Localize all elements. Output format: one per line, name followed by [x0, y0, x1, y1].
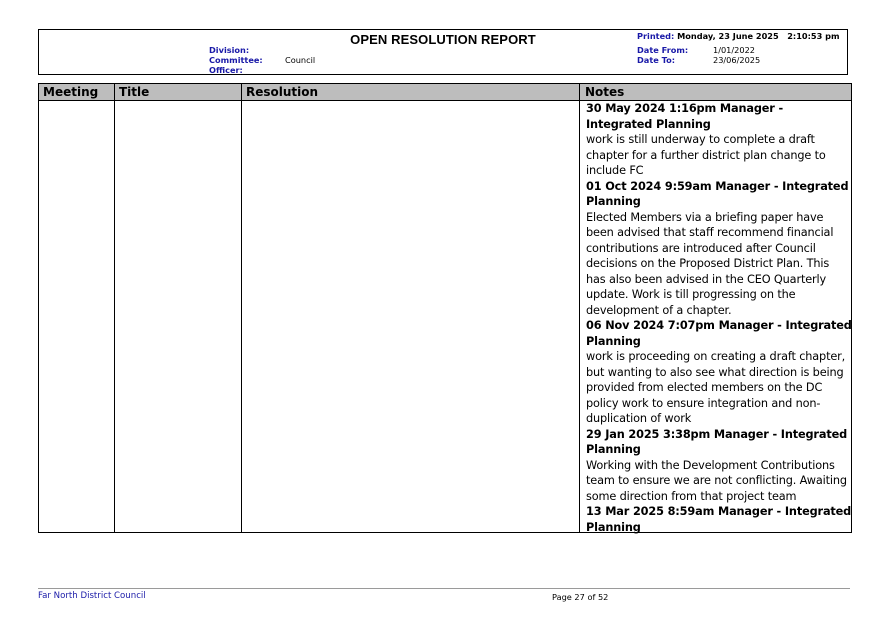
footer-page-number: Page 27 of 52: [552, 592, 609, 602]
note-heading: 29 Jan 2025 3:38pm Manager - Integrated Planning: [586, 427, 848, 456]
column-header-title: Title: [119, 85, 150, 99]
column-divider: [241, 84, 242, 532]
note-line: duplication of work: [586, 412, 692, 425]
column-header-meeting: Meeting: [43, 85, 99, 99]
note-entry: [586, 318, 852, 427]
note-line: some direction from that project team: [586, 489, 797, 503]
resolution-table: [38, 83, 852, 533]
printed-stamp: [637, 31, 840, 41]
date-from-value: 1/01/2022: [713, 45, 755, 55]
note-heading: 06 Nov 2024 7:07pm Manager - Integrated Planning: [586, 319, 852, 348]
note-line: but wanting to also see what direction is being: [586, 365, 844, 379]
note-line: development of a chapter.: [586, 303, 732, 317]
report-title: OPEN RESOLUTION REPORT: [350, 32, 536, 47]
note-line: include FC: [586, 164, 644, 177]
division-label: Division:: [209, 45, 250, 55]
table-header-row: [39, 84, 851, 101]
printed-label: Printed:: [637, 31, 675, 41]
column-header-notes: Notes: [585, 85, 625, 99]
note-line: work is proceeding on creating a draft chapter,: [586, 350, 846, 363]
note-entry: [586, 504, 852, 535]
column-divider: [579, 84, 580, 532]
date-to-value: 23/06/2025: [713, 55, 761, 65]
note-entry: [586, 101, 852, 179]
note-line: team to ensure we are not conflicting. Awaiting: [586, 474, 847, 487]
column-divider: [114, 84, 115, 532]
note-entry: [586, 179, 852, 319]
note-line: work is still underway to complete a draft: [586, 133, 815, 146]
footer-divider: [38, 588, 850, 589]
note-line: provided from elected members on the DC: [586, 381, 823, 394]
committee-label: Committee:: [209, 55, 263, 65]
date-from-label: Date From:: [637, 45, 689, 55]
printed-value: Monday, 23 June 2025 2:10:53 pm: [677, 31, 840, 41]
note-line: has also been advised in the CEO Quarterly: [586, 272, 827, 286]
note-line: Elected Members via a briefing paper have: [586, 210, 824, 224]
column-header-resolution: Resolution: [246, 85, 319, 99]
note-line: Working with the Development Contributions: [586, 458, 835, 472]
footer-organisation: Far North District Council: [38, 591, 146, 601]
note-line: update. Work is till progressing on the: [586, 288, 796, 301]
notes-cell: [586, 101, 852, 535]
committee-value: Council: [285, 55, 316, 65]
date-to-label: Date To:: [637, 55, 676, 65]
note-line: policy work to ensure integration and non-: [586, 396, 821, 410]
officer-label: Officer:: [209, 65, 243, 75]
note-line: chapter for a further district plan change to: [586, 148, 826, 162]
note-line: contributions are introduced after Council: [586, 241, 816, 255]
note-line: been advised that staff recommend financial: [586, 226, 834, 239]
note-heading: 01 Oct 2024 9:59am Manager - Integrated Planning: [586, 179, 849, 208]
note-heading: 30 May 2024 1:16pm Manager - Integrated Planning: [586, 102, 784, 131]
note-heading: 13 Mar 2025 8:59am Manager - Integrated Planning: [586, 505, 852, 534]
report-header: [38, 29, 848, 75]
note-entry: [586, 427, 852, 505]
note-line: decisions on the Proposed District Plan. This: [586, 257, 830, 270]
